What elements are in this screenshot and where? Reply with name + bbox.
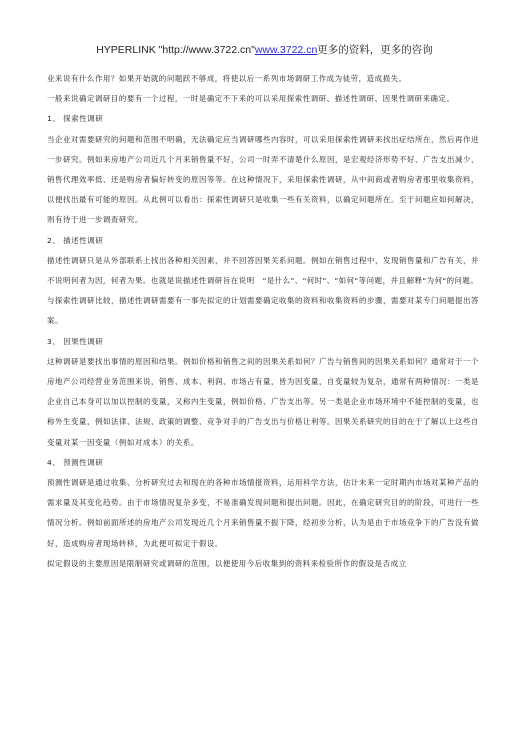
section-paragraph: 预测性调研是通过收集、分析研究过去和现在的各种市场情报资料，运用科学方法，估计未来一定时期内市场对某种产品的需求量及其变化趋势。由于市场情况复杂多变，不易准确发现问题和提出问题。因此，在确定研究目的的阶段，可进行一些情况分析。例如前面所述的房地产公司发现近几个月来销售量不振下降，经初步分析，认为是由于市场竞争下的广告没有做好，造成购房者现场转移，为此便可拟定于假设。 [47,478,479,548]
section-heading: 3、 因果性调研 [47,336,104,346]
section-paragraph: 当企业对需要研究的问题和范围不明确，无法确定应当调研哪些内容时，可以采用探索性调研来找出症结所在，然后再作进一步研究。例如来房地产公司近几个月来销售量不好，公司一时弄不清楚什么原因，是宏观经济形势不好、广告支出减少、销售代理效率低、还是购房者偏好转变的原因等等。在这种情况下，采用探索性调研，从中间商或者购房者那里收集资料，以便找出最有可能的原因。从此例可以看出：探索性调研只是收集一些有关资料，以确定问题所在。至于问题应如何解决，则有待于进一步调查研究。 [47,134,479,225]
header-link[interactable]: www.3722.cn [254,44,318,56]
section-paragraph: 描述性调研只是从外部联系上找出各种相关因素，并不回答因果关系问题。例如在销售过程中，发现销售量和广告有关，并不说明何者为因，何者为果。也就是说描述性调研旨在说明 "是什么"、"何时"、"如何"等问题，并且解释"为何"的问题。 [47,255,479,286]
intro-paragraph: 一般来说确定调研目的要有一个过程，一时是确定不下来的可以采用探索性调研、描述性调研、因果性调研来确定。 [47,94,455,104]
section-paragraph: 与探索性调研比较，描述性调研需要有一事先拟定的计划需要确定收集的资料和收集资料的步骤，需要对某专门问题提出答案。 [47,296,479,326]
document-body [47,69,479,574]
section-heading: 1、 探索性调研 [47,114,104,124]
header-prefix: HYPERLINK "http://www.3722.cn" [96,44,255,56]
page-header [0,42,529,57]
section-paragraph: 这种调研是要找出事情的原因和结果。例如价格和销售之间的因果关系如何？广告与销售间的因果关系如何？通常对于一个房地产公司经营业务范围来说，销售、成本、利润、市场占有量，皆为因变量，自变量较为复杂，通常有两种情况：一类是企业自己本身可以加以控制的变量，又称内生变量，例如价格、广告支出等。另一类是企业市场环境中不能控制的变量，也称外生变量，例如法律、法规、政策的调整、竞争对手的广告支出与价格让利等。因果关系研究的目的在于了解以上这些自变量对某一因变量（例如对成本）的关系。 [47,356,479,447]
section-heading: 2、 描述性调研 [47,235,104,245]
intro-paragraph: 业来说有什么作用？如果开始就的问题跃不够成，将使以后一系列市场调研工作成为徒劳，造成损失。 [47,74,407,83]
section-paragraph: 拟定假设的主要原因是限制研究或调研的范围，以便使用今后收集到的资料来检验所作的假设是否成立 [47,558,407,568]
header-suffix: 更多的资料，更多的咨询 [317,44,433,56]
section-heading: 4、 预测性调研 [47,457,104,467]
